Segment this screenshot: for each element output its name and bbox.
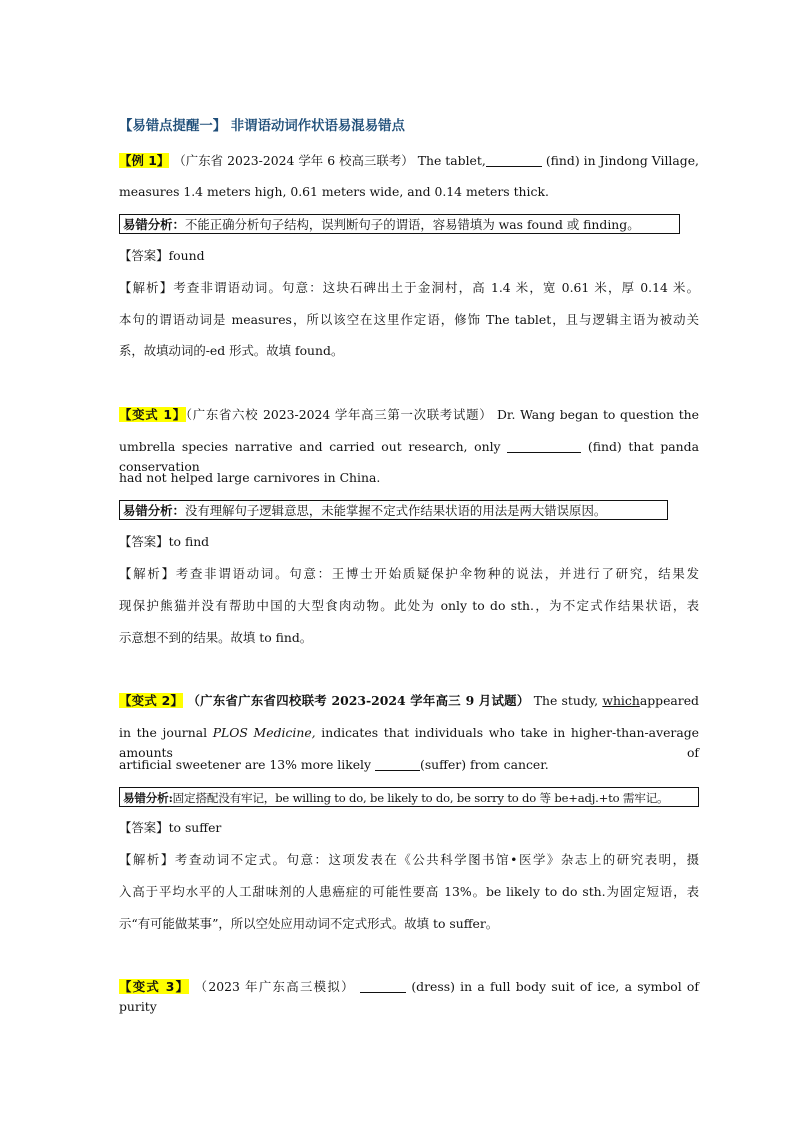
variant1-answer-value: to find: [168, 534, 210, 549]
example1-answer-tag: 【答案】: [119, 248, 169, 263]
section-heading: 【易错点提醒一】 非谓语动词作状语易混易错点: [119, 119, 405, 134]
variant1-explain-line1: 【解析】考查非谓语动词。句意：王博士开始质疑保护伞物种的说法，并进行了研究，结果发: [119, 566, 700, 581]
example1-analysis-text: 不能正确分析句子结构，误判断句子的谓语，容易错填为 was found 或 finding。: [184, 217, 640, 232]
example1-tag: 【例 1】: [119, 153, 170, 168]
example1-explain-line2: 本句的谓语动词是 measures，所以该空在这里作定语，修饰 The tablet，且与逻辑主语为被动关: [119, 312, 699, 327]
variant2-tag: 【变式 2】: [119, 693, 184, 708]
variant1-explain-line3: 示意想不到的结果。故填 to find。: [119, 630, 313, 645]
example1-answer: [119, 246, 699, 266]
variant2-analysis-text: 固定搭配没有牢记，be willing to do, be likely to do, be sorry to do 等 be+adj.+to 需牢记。: [172, 791, 669, 805]
variant1-line2: umbrella species narrative and carried out research, only (find) that panda conservation: [119, 439, 699, 474]
example1-text-after: (find) in Jindong Village,: [545, 153, 699, 168]
variant3-line1: 【变式 3】 （2023 年广东高三模拟） (dress) in a full body suit of ice, a symbol of purity: [119, 979, 699, 1014]
variant2-answer: [119, 818, 699, 838]
variant2-source: （广东省广东省四校联考 2023-2024 学年高三 9 月试题）: [187, 693, 530, 708]
example1-text-before: The tablet,: [417, 153, 486, 168]
variant2-analysis-box: [119, 787, 699, 807]
variant1-explain-line2: 现保护熊猫并没有帮助中国的大型食肉动物。此处为 only to do sth.，为不定式作结果状语，表: [119, 598, 699, 613]
variant2-line1: 【变式 2】 （广东省广东省四校联考 2023-2024 学年高三 9 月试题） The study, whichappeared: [119, 693, 699, 708]
variant2-which: which: [602, 693, 640, 708]
example1-blank[interactable]: [486, 152, 542, 167]
variant2-line3: artificial sweetener are 13% more likely (suffer) from cancer.: [119, 757, 549, 772]
example1-line2: measures 1.4 meters high, 0.61 meters wide, and 0.14 meters thick.: [119, 184, 549, 199]
variant2-explain-line3: 示“有可能做某事”，所以空处应用动词不定式形式。故填 to suffer。: [119, 916, 499, 931]
variant1-source: （广东省六校 2023-2024 学年高三第一次联考试题）: [185, 407, 493, 422]
variant1-tag: 【变式 1】: [119, 407, 186, 422]
variant2-answer-value: to suffer: [168, 820, 222, 835]
variant3-source: （2023 年广东高三模拟）: [194, 979, 355, 994]
example1-line1: [119, 151, 699, 171]
example1-source: （广东省 2023-2024 学年 6 校高三联考）: [173, 153, 414, 168]
example1-explain-line3: 系，故填动词的-ed 形式。故填 found。: [119, 343, 344, 358]
variant1-line3: had not helped large carnivores in China.: [119, 470, 381, 485]
variant2-blank[interactable]: [375, 756, 420, 771]
variant3-tag: 【变式 3】: [119, 979, 190, 994]
example1-explain-tag: 【解析】: [119, 280, 174, 295]
variant1-answer: [119, 532, 699, 552]
variant2-journal: PLOS Medicine,: [212, 725, 316, 740]
variant1-blank[interactable]: [507, 438, 581, 453]
variant2-line2: in the journal PLOS Medicine, indicates that individuals who take in higher-than-average amounts of: [119, 725, 699, 760]
variant1-analysis-label: 易错分析：: [123, 503, 185, 518]
variant3-blank[interactable]: [360, 978, 406, 993]
variant1-answer-tag: 【答案】: [119, 534, 169, 549]
example1-answer-value: found: [168, 248, 205, 263]
variant2-analysis-label: 易错分析:: [123, 791, 173, 805]
variant2-explain-tag: 【解析】: [119, 852, 175, 867]
variant2-explain-line2: 入高于平均水平的人工甜味剂的人患癌症的可能性要高 13%。be likely to do sth.为固定短语，表: [119, 884, 699, 899]
variant2-answer-tag: 【答案】: [119, 820, 169, 835]
example1-analysis-label: 易错分析：: [123, 217, 185, 232]
variant1-analysis-box: [119, 500, 668, 520]
variant1-analysis-text: 没有理解句子逻辑意思，未能掌握不定式作结果状语的用法是两大错误原因。: [184, 503, 607, 518]
variant1-line1: 【变式 1】（广东省六校 2023-2024 学年高三第一次联考试题） Dr. Wang began to question the: [119, 407, 699, 422]
variant2-explain-line1: 【解析】考查动词不定式。句意：这项发表在《公共科学图书馆•医学》杂志上的研究表明，摄: [119, 852, 699, 867]
example1-analysis-box: [119, 214, 680, 234]
variant1-explain-tag: 【解析】: [119, 566, 176, 581]
example1-explain-line1: 【解析】考查非谓语动词。句意：这块石碑出土于金洞村，高 1.4 米，宽 0.61 米，厚 0.14 米。: [119, 280, 699, 295]
